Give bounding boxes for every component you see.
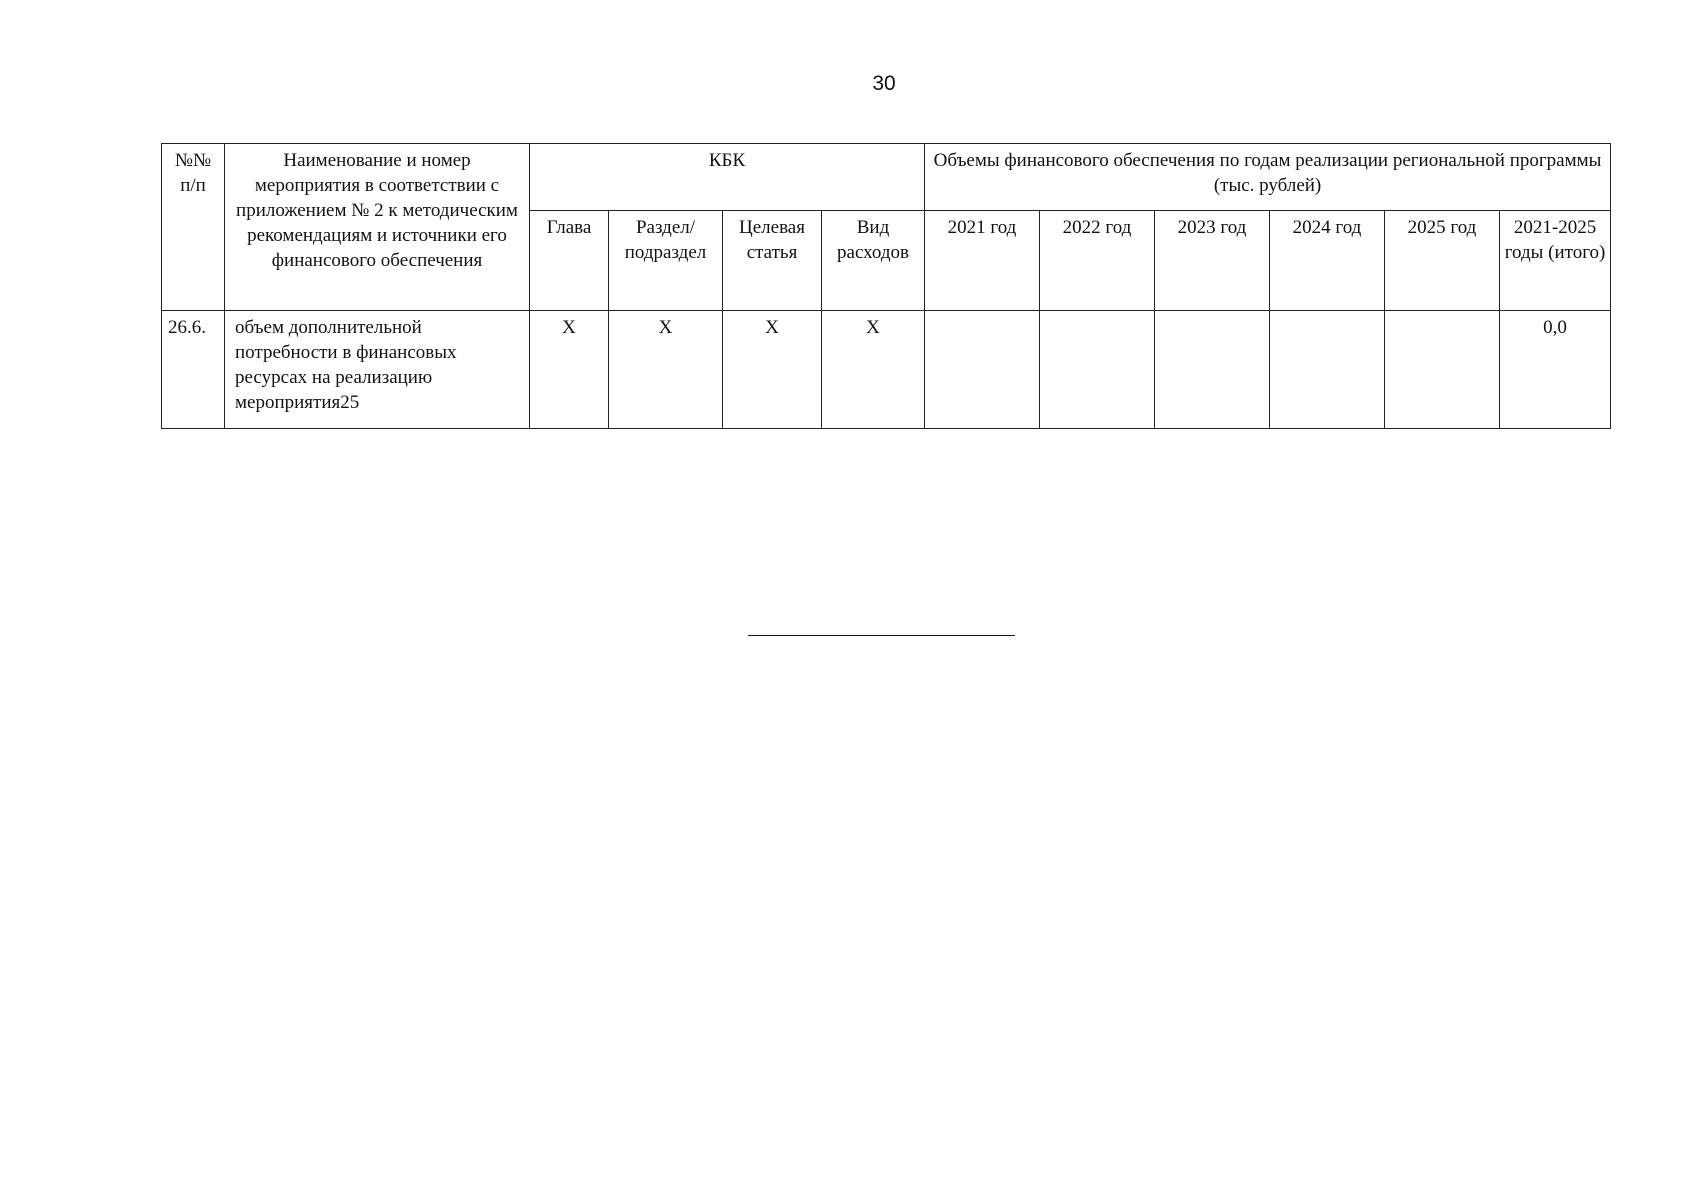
table-row [162,311,1611,429]
header-num: №№ п/п [162,144,225,311]
header-kbk-target: Целевая статья [723,211,822,311]
row-name: объем дополнительной потребности в финансовых ресурсах на реализацию мероприятия25 [225,311,530,429]
row-kbk-expense-type: Х [822,311,925,429]
header-year-2024: 2024 год [1270,211,1385,311]
row-year-2021 [925,311,1040,429]
financing-table [161,143,1611,429]
row-kbk-target: Х [723,311,822,429]
row-year-2024 [1270,311,1385,429]
row-year-2022 [1040,311,1155,429]
row-year-total: 0,0 [1500,311,1611,429]
separator-line [748,635,1015,636]
header-row-1 [162,144,1611,211]
row-kbk-chapter: Х [530,311,609,429]
header-kbk: КБК [530,144,925,211]
header-kbk-chapter: Глава [530,211,609,311]
header-kbk-section: Раздел/ подраздел [609,211,723,311]
row-kbk-section: Х [609,311,723,429]
row-num: 26.6. [162,311,225,429]
row-year-2025 [1385,311,1500,429]
header-year-2023: 2023 год [1155,211,1270,311]
row-year-2023 [1155,311,1270,429]
header-year-2021: 2021 год [925,211,1040,311]
header-kbk-expense-type: Вид расходов [822,211,925,311]
header-volumes: Объемы финансового обеспечения по годам реализации региональной программы (тыс. рублей) [925,144,1611,211]
page-number: 30 [872,72,896,95]
header-year-2022: 2022 год [1040,211,1155,311]
header-year-2025: 2025 год [1385,211,1500,311]
header-year-total: 2021-2025 годы (итого) [1500,211,1611,311]
header-name: Наименование и номер мероприятия в соответствии с приложением № 2 к методическим рекомендациям и источники его финансового обеспечения [225,144,530,311]
